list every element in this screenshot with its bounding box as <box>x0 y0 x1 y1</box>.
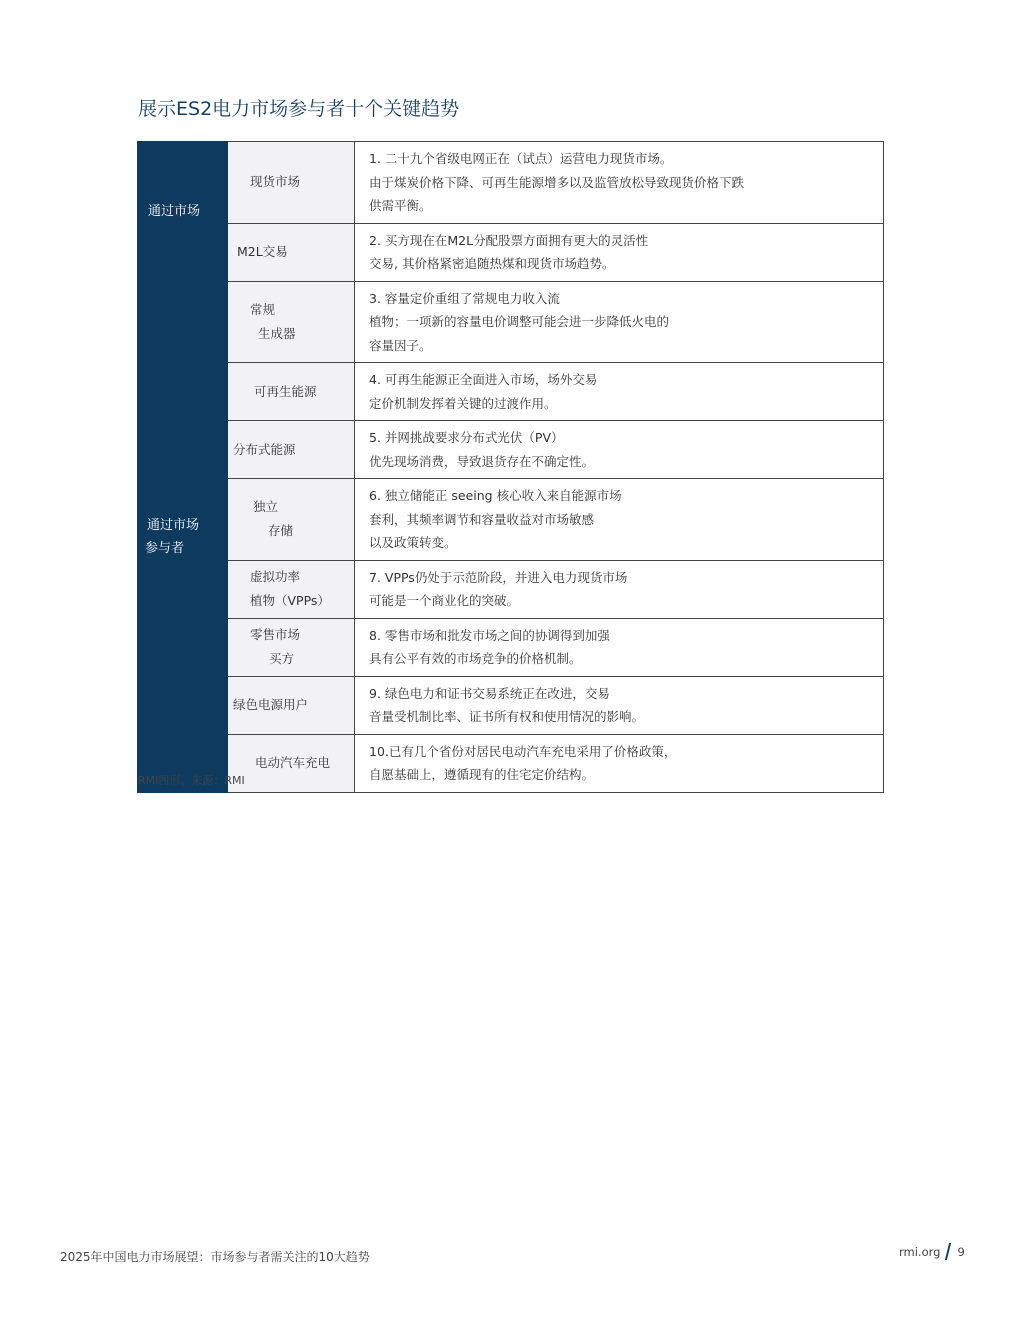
description-line: 供需平衡。 <box>369 198 432 213</box>
description-cell <box>355 618 884 676</box>
category-label: 绿色电源用户 <box>233 697 309 712</box>
category-label: 分布式能源 <box>233 441 296 457</box>
footer-site-link[interactable]: rmi.org <box>899 1245 941 1259</box>
table-row <box>138 281 884 363</box>
category-label: 生成器 <box>258 325 296 341</box>
description-line: 10.已有几个省份对居民电动汽车充电采用了价格政策， <box>369 743 677 759</box>
category-cell <box>228 676 355 734</box>
description-line: 1. 二十九个省级电网正在（试点）运营电力现货市场。 <box>369 151 673 166</box>
description-line: 音量受机制比率、证书所有权和使用情况的影响。 <box>369 709 645 724</box>
description-cell <box>355 676 884 734</box>
category-cell <box>228 363 355 421</box>
description-cell <box>355 421 884 479</box>
category-cell <box>228 618 355 676</box>
table-row <box>138 421 884 479</box>
description-line: 9. 绿色电力和证书交易系统正在改进，交易 <box>369 685 610 701</box>
category-cell <box>228 223 355 281</box>
category-label: 常规 <box>250 301 276 317</box>
description-line: 以及政策转变。 <box>369 535 457 550</box>
table-row <box>138 363 884 421</box>
description-cell <box>355 281 884 363</box>
group-label <box>138 514 227 560</box>
page-number: 9 <box>957 1245 965 1259</box>
description-cell <box>355 142 884 224</box>
description-line: 可能是一个商业化的突破。 <box>369 593 520 608</box>
description-cell <box>355 223 884 281</box>
description-line: 具有公平有效的市场竞争的价格机制。 <box>369 651 582 666</box>
table-row <box>138 142 884 224</box>
description-cell <box>355 734 884 792</box>
table-row <box>138 223 884 281</box>
group-label-line: 参与者 <box>145 540 185 556</box>
description-line: 2. 买方现在在M2L分配股票方面拥有更大的灵活性 <box>369 232 649 248</box>
description-cell <box>355 363 884 421</box>
group-label-line: 通过市场 <box>147 517 200 533</box>
trends-table <box>137 141 884 793</box>
description-line: 由于煤炭价格下降、可再生能源增多以及监管放松导致现货价格下跌 <box>369 174 745 190</box>
group-cell-market <box>138 142 228 282</box>
description-line: 8. 零售市场和批发市场之间的协调得到加强 <box>369 627 610 643</box>
category-label: 独立 <box>253 499 279 515</box>
category-label: 零售市场 <box>250 627 301 642</box>
description-line: 优先现场消费，导致退货存在不确定性。 <box>369 453 595 469</box>
category-label: 买方 <box>269 651 295 666</box>
category-label: 可再生能源 <box>254 383 317 399</box>
description-line: 5. 并网挑战要求分布式光伏（PV） <box>369 430 564 445</box>
slash-divider-icon <box>945 1243 951 1260</box>
category-label: 虚拟功率 <box>250 569 301 584</box>
category-label: 现货市场 <box>250 174 301 190</box>
page-title: 展示ES2电力市场参与者十个关键趋势 <box>138 98 460 120</box>
category-cell <box>228 281 355 363</box>
description-line: 3. 容量定价重组了常规电力收入流 <box>369 290 560 306</box>
description-line: 容量因子。 <box>369 337 432 353</box>
description-line: 4. 可再生能源正全面进入市场，场外交易 <box>369 372 598 387</box>
description-line: 定价机制发挥着关键的过渡作用。 <box>369 395 557 411</box>
category-label: 存储 <box>268 523 294 539</box>
table-row <box>138 618 884 676</box>
footer-site-page <box>899 1243 965 1260</box>
group-label: 通过市场 <box>148 203 201 219</box>
table-row <box>138 560 884 618</box>
category-cell <box>228 479 355 561</box>
description-line: 交易, 其价格紧密追随热煤和现货市场趋势。 <box>369 256 615 271</box>
footer-report-title: 2025年中国电力市场展望：市场参与者需关注的10大趋势 <box>60 1250 370 1264</box>
category-label: M2L交易 <box>237 244 288 259</box>
category-label: 电动汽车充电 <box>255 755 331 770</box>
table-row <box>138 734 884 792</box>
description-line: 6. 独立储能正 seeing 核心收入来自能源市场 <box>369 488 622 503</box>
table-row <box>138 676 884 734</box>
category-cell <box>228 560 355 618</box>
figure-caption: RMI图形。来源：RMI <box>138 774 245 787</box>
description-line: 7. VPPs仍处于示范阶段，并进入电力现货市场 <box>369 569 628 585</box>
description-cell <box>355 560 884 618</box>
category-cell <box>228 734 355 792</box>
table-row <box>138 479 884 561</box>
category-cell <box>228 142 355 224</box>
group-cell-participants <box>138 281 228 792</box>
category-label: 植物（VPPs） <box>250 593 330 608</box>
description-cell <box>355 479 884 561</box>
description-line: 植物；一项新的容量电价调整可能会进一步降低火电的 <box>369 314 670 329</box>
category-cell <box>228 421 355 479</box>
description-line: 套利，其频率调节和容量收益对市场敏感 <box>369 511 595 527</box>
description-line: 自愿基础上，遵循现有的住宅定价结构。 <box>369 767 595 782</box>
